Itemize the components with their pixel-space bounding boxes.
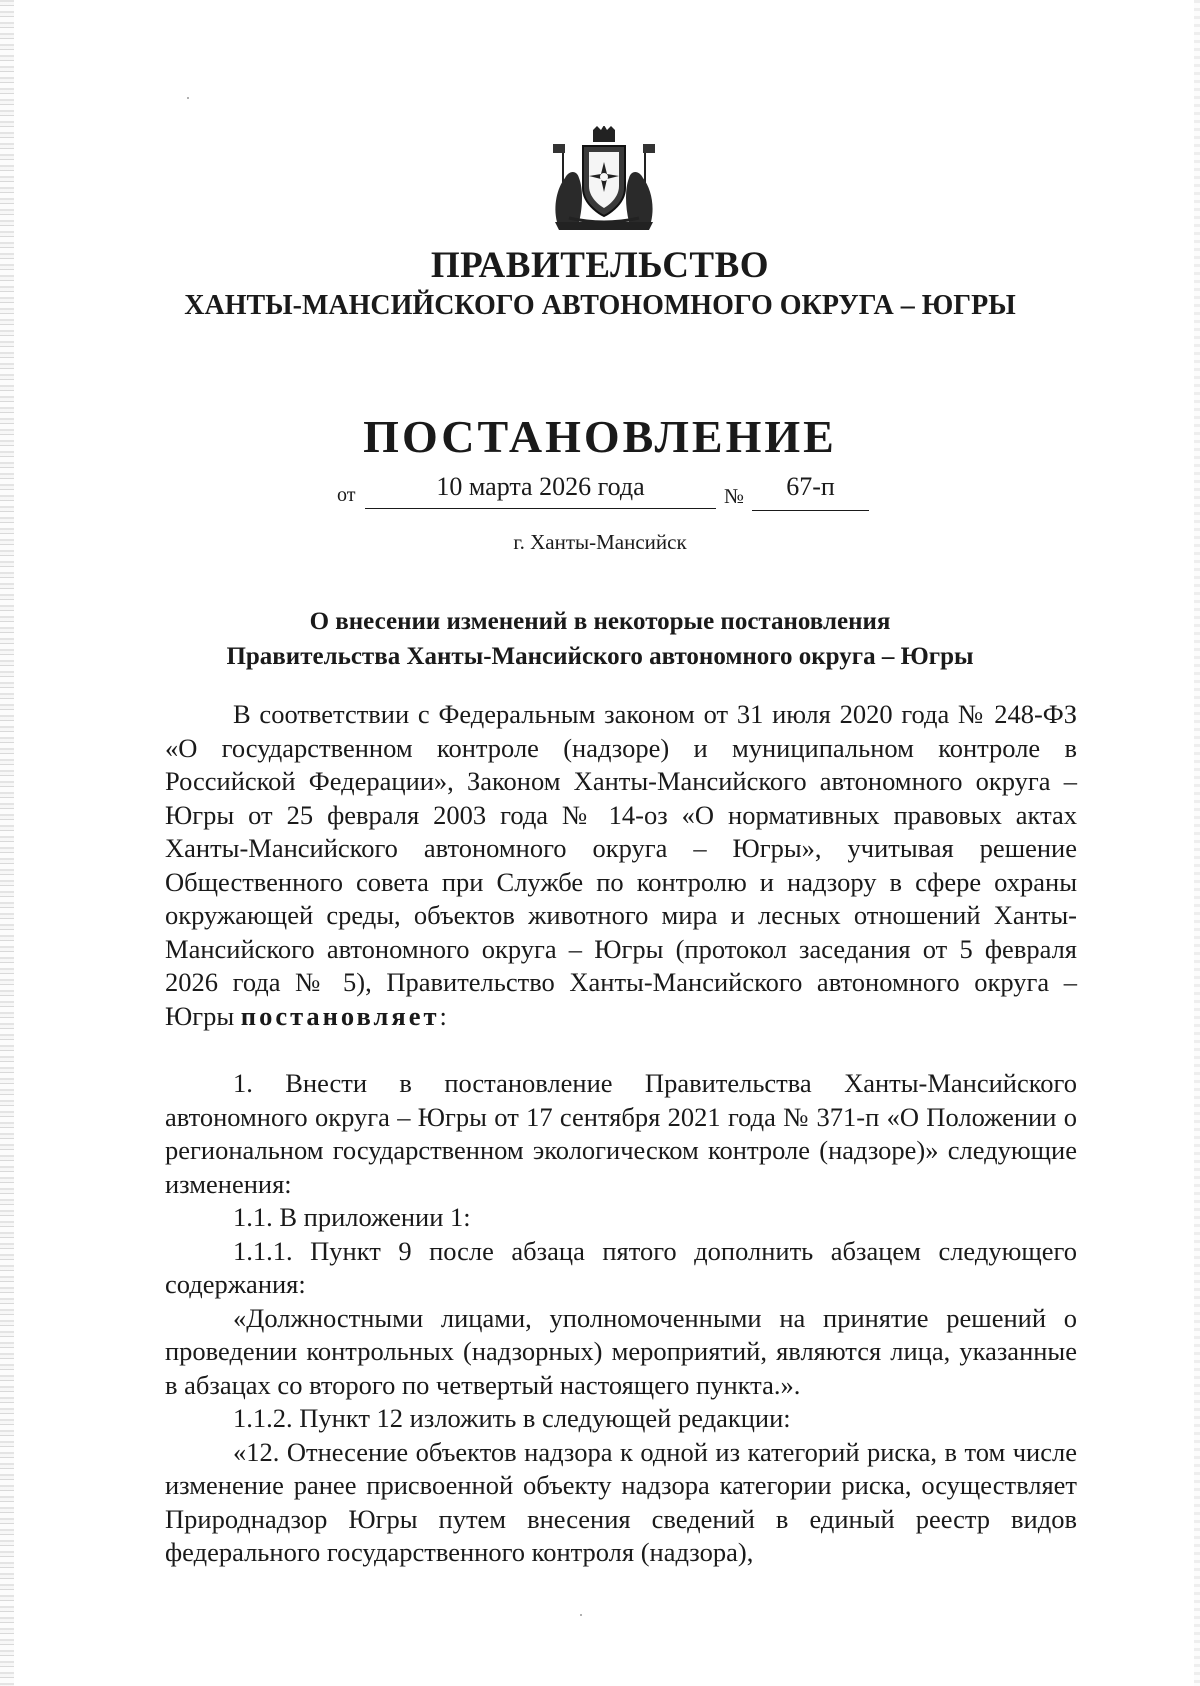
item-1-1-1: 1.1.1. Пункт 9 после абзаца пятого дополнить абзацем следующего содержания: bbox=[165, 1235, 1077, 1299]
decree-body bbox=[165, 698, 1077, 1570]
decree-date: 10 марта 2026 года bbox=[365, 472, 716, 509]
government-title: ПРАВИТЕЛЬСТВО bbox=[430, 245, 770, 286]
preamble-paragraph bbox=[165, 698, 1077, 1033]
region-title: ХАНТЫ-МАНСИЙСКОГО АВТОНОМНОГО ОКРУГА – ЮГРЫ bbox=[184, 290, 1016, 321]
decree-date-line bbox=[0, 472, 1200, 512]
scan-speck bbox=[187, 97, 189, 99]
document-type: ПОСТАНОВЛЕНИЕ bbox=[363, 411, 837, 462]
subject-line-2: Правительства Ханты-Мансийского автономного округа – Югры bbox=[226, 643, 974, 670]
coat-of-arms-icon bbox=[549, 126, 659, 232]
decree-number: 67-п bbox=[752, 472, 869, 511]
decrees-word: постановляет bbox=[240, 1000, 440, 1031]
quote-1: «Должностными лицами, уполномоченными на принятие решений о проведении контрольных (надзорных) мероприятий, являются лица, указанные в абзацах со второго по четвертый настоящего пункта.». bbox=[165, 1302, 1077, 1400]
city: г. Ханты-Мансийск bbox=[513, 530, 687, 554]
subject-line-1: О внесении изменений в некоторые постановления bbox=[309, 608, 891, 635]
number-prefix: № bbox=[724, 484, 745, 508]
scan-speck bbox=[580, 1614, 582, 1616]
quote-2: «12. Отнесение объектов надзора к одной из категорий риска, в том числе изменение ранее присвоенной объекту надзора категории риска, осуществляет Природнадзор Югры путем внесения сведений в единый реестр видов федерального государственного контроля (надзора), bbox=[165, 1436, 1077, 1567]
item-1-1: 1.1. В приложении 1: bbox=[233, 1202, 471, 1232]
decree-subject bbox=[0, 604, 1200, 674]
preamble-text: В соответствии с Федеральным законом от 31 июля 2020 года № 248-ФЗ «О государственном контроле (надзоре) и муниципальном контроле в Российской Федерации», Законом Ханты-Мансийского автономного округа – Югры от 25 февраля 2003 года № 14-оз «О нормативных правовых актах Ханты-Мансийского автономного округа – Югры», учитывая решение Общественного совета при Службе по контролю и надзору в сфере охраны окружающей среды, объектов животного мира и лесных отношений Ханты-Мансийского автономного округа – Югры (протокол заседания от 5 февраля 2026 года № 5), Правительство Ханты-Мансийского автономного округа – Югры bbox=[165, 699, 1077, 1031]
decrees-colon: : bbox=[439, 1000, 447, 1031]
date-prefix: от bbox=[337, 484, 356, 506]
item-1: 1. Внести в постановление Правительства Ханты-Мансийского автономного округа – Югры от 17 сентября 2021 года № 371-п «О Положении о региональном государственном экологическом контроле (надзоре)» следующие изменения: bbox=[165, 1068, 1077, 1199]
item-1-1-2: 1.1.2. Пункт 12 изложить в следующей редакции: bbox=[233, 1403, 791, 1433]
